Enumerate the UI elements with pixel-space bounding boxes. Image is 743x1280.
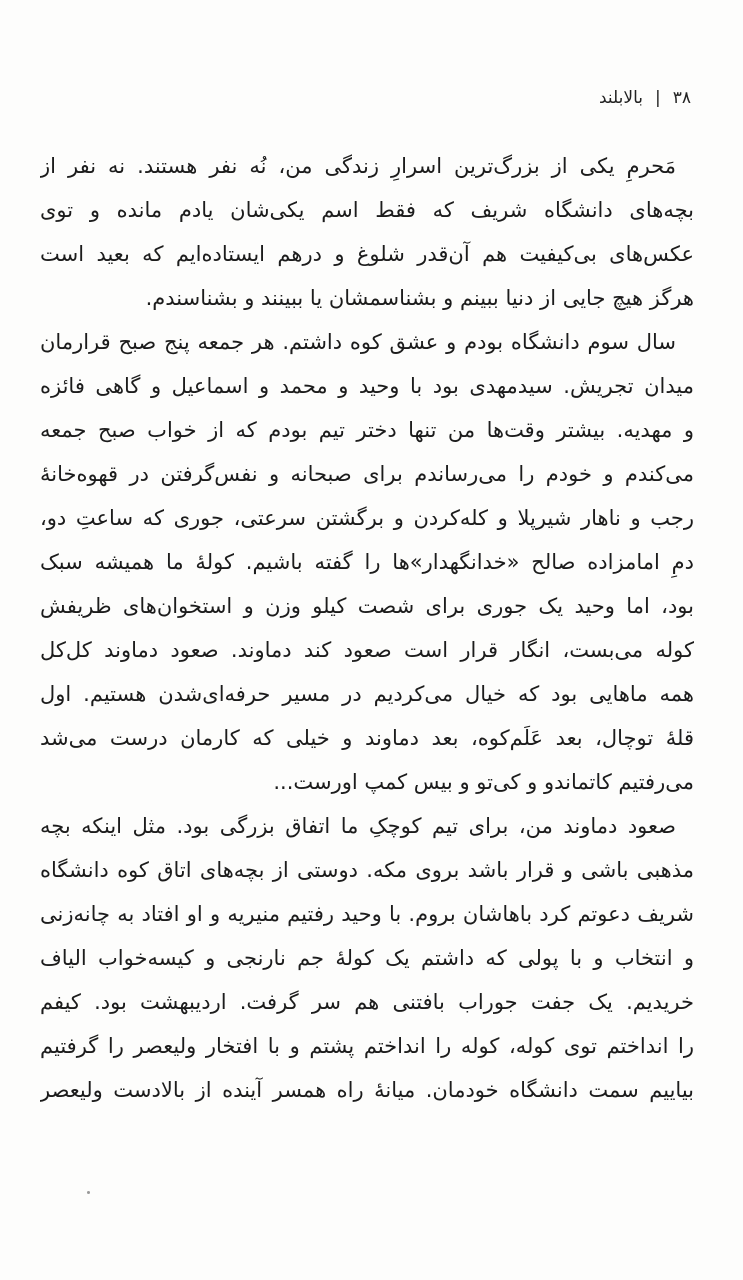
page-header [599, 88, 691, 108]
page-body [40, 146, 694, 1114]
text-line: بود، اما وحید یک جوری برای شصت کیلو وزن و استخوان‌های ظریفش [40, 594, 694, 618]
text-line: و مهدیه. بیشتر وقت‌ها من تنها دختر تیم بودم که از خواب صبح جمعه [40, 418, 694, 442]
text-line: مَحرمِ یکی از بزرگ‌ترین اسرارِ زندگی من، نُه نفر هستند. نه نفر از [40, 154, 676, 178]
text-line: مذهبی باشی و قرار باشد بروی مکه. دوستی از بچه‌های اتاق کوه دانشگاه [40, 858, 694, 882]
text-line: هرگز هیچ جایی از دنیا ببینم و بشناسمشان یا ببینند و بشناسندم. [145, 286, 694, 310]
text-line: صعود دماوند من، برای تیم کوچکِ ما اتفاق بزرگی بود. مثل اینکه بچه [40, 814, 676, 838]
header-separator: | [655, 88, 661, 108]
text-line: خریدیم. یک جفت جوراب بافتنی هم سر گرفت. اردیبهشت بود. کیفم [40, 990, 694, 1014]
text-line: کوله می‌بست، انگار قرار است صعود کند دماوند. صعود دماوند کل‌کل [40, 638, 694, 662]
page-speck [87, 1191, 90, 1194]
text-line: دمِ امامزاده صالح «خدانگهدار»ها را گفته باشیم. کولهٔ ما همیشه سبک [40, 550, 694, 574]
text-line: را انداختم توی کوله، کوله را انداختم پشتم و با افتخار ولیعصر را گرفتیم [40, 1034, 694, 1058]
text-line: می‌کندم و خودم را می‌رساندم برای صبحانه و نفس‌گرفتن در قهوه‌خانهٔ [40, 462, 694, 486]
text-line: و انتخاب و با پولی که داشتم یک کولهٔ جم نارنجی و کیسه‌خواب الیاف [40, 946, 694, 970]
paragraph-2 [40, 322, 694, 806]
paragraph-1 [40, 146, 694, 322]
page-number: ۳۸ [672, 88, 691, 108]
text-line: بیاییم سمت دانشگاه خودمان. میانهٔ راه همسر آینده از بالادست ولیعصر [40, 1078, 694, 1102]
text-line: همه ماهایی بود که خیال می‌کردیم در مسیر حرفه‌ای‌شدن هستیم. اول [40, 682, 694, 706]
text-line: قلهٔ توچال، بعد عَلَم‌کوه، بعد دماوند و خیلی که کارمان درست می‌شد [40, 726, 694, 750]
text-line: بچه‌های دانشگاه شریف که فقط اسم یکی‌شان یادم مانده و توی [40, 198, 694, 222]
text-line: میدان تجریش. سیدمهدی بود با وحید و محمد و اسماعیل و گاهی فائزه [40, 374, 694, 398]
text-line: می‌رفتیم کاتماندو و کی‌تو و بیس کمپ اورست... [273, 770, 694, 794]
text-line: شریف دعوتم کرد باهاشان بروم. با وحید رفتیم منیریه و او افتاد به چانه‌زنی [40, 902, 694, 926]
paragraph-3 [40, 806, 694, 1114]
text-line: سال سوم دانشگاه بودم و عشق کوه داشتم. هر جمعه پنج صبح قرارمان [40, 330, 676, 354]
book-title: بالابلند [598, 88, 643, 108]
text-line: عکس‌های بی‌کیفیت هم آن‌قدر شلوغ و درهم ایستاده‌ایم که بعید است [40, 242, 694, 266]
text-line: رجب و ناهار شیرپلا و کله‌کردن و برگشتن سرعتی، جوری که ساعتِ دو، [40, 506, 694, 530]
